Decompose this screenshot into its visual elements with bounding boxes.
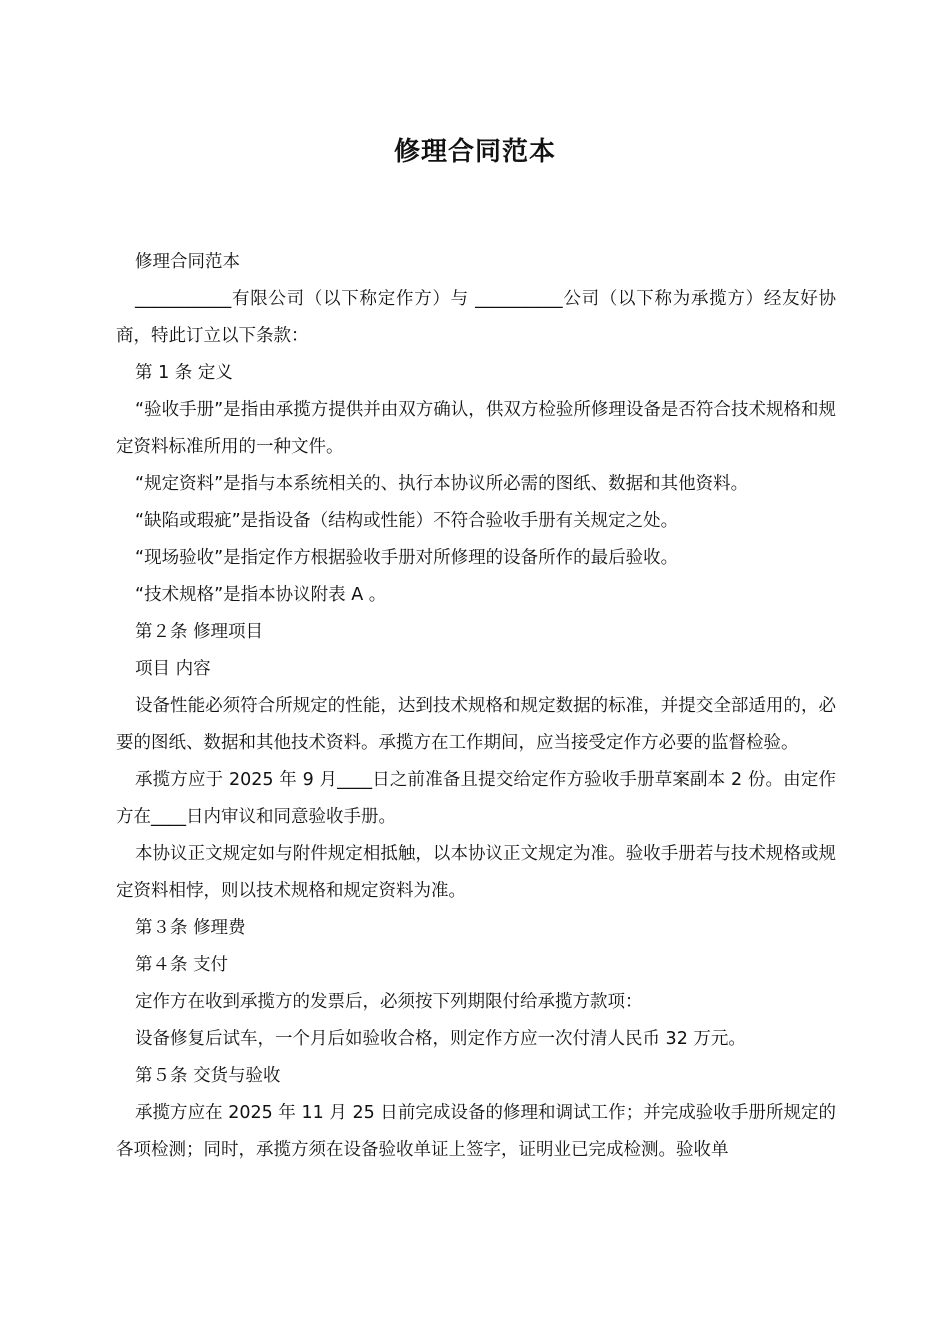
definition-specified-data: “规定资料”是指与本系统相关的、执行本协议所必需的图纸、数据和其他资料。: [135, 474, 749, 494]
article-4-heading: 第４条 支付: [135, 955, 229, 975]
article-1-heading: 第 1 条 定义: [135, 363, 233, 383]
paragraph-performance: 设备性能必须符合所规定的性能，达到技术规格和规定数据的标准，并提交全部适用的，必要的图纸、数据和其他技术资料。承揽方在工作期间，应当接受定作方必要的监督检验。: [116, 696, 836, 753]
article-3-heading: 第３条 修理费: [135, 918, 246, 938]
article-2-heading: 第２条 修理项目: [135, 622, 264, 642]
paragraph-delivery: 承揽方应在 2025 年 11 月 25 日前完成设备的修理和调试工作；并完成验收手册所规定的各项检测；同时，承揽方须在设备验收单证上签字，证明业已完成检测。验收单: [116, 1103, 836, 1160]
definition-technical-spec: “技术规格”是指本协议附表 A 。: [135, 585, 387, 605]
document-body: [116, 244, 836, 1169]
definition-acceptance-manual: “验收手册”是指由承揽方提供并由双方确认，供双方检验所修理设备是否符合技术规格和规定资料标准所用的一种文件。: [116, 400, 836, 457]
paragraph-precedence: 本协议正文规定如与附件规定相抵触，以本协议正文规定为准。验收手册若与技术规格或规定资料相悖，则以技术规格和规定资料为准。: [116, 844, 836, 901]
document-title: 修理合同范本: [393, 137, 556, 167]
paragraph-payment-amount: 设备修复后试车，一个月后如验收合格，则定作方应一次付清人民币 32 万元。: [135, 1029, 746, 1049]
paragraph-manual-draft: 承揽方应于 2025 年 9 月____日之前准备且提交给定作方验收手册草案副本 2 份。由定作方在____日内审议和同意验收手册。: [116, 770, 836, 827]
item-content-heading: 项目 内容: [135, 659, 211, 679]
paragraph-heading-repeat: 修理合同范本: [135, 252, 240, 272]
definition-site-acceptance: “现场验收”是指定作方根据验收手册对所修理的设备所作的最后验收。: [135, 548, 679, 568]
paragraph-payment-terms: 定作方在收到承揽方的发票后，必须按下列期限付给承揽方款项：: [135, 992, 643, 1012]
paragraph-parties: ___________有限公司（以下称定作方）与 __________公司（以下称为承揽方）经友好协商，特此订立以下条款：: [116, 289, 836, 346]
definition-defects: “缺陷或瑕疵”是指设备（结构或性能）不符合验收手册有关规定之处。: [135, 511, 679, 531]
article-5-heading: 第５条 交货与验收: [135, 1066, 281, 1086]
